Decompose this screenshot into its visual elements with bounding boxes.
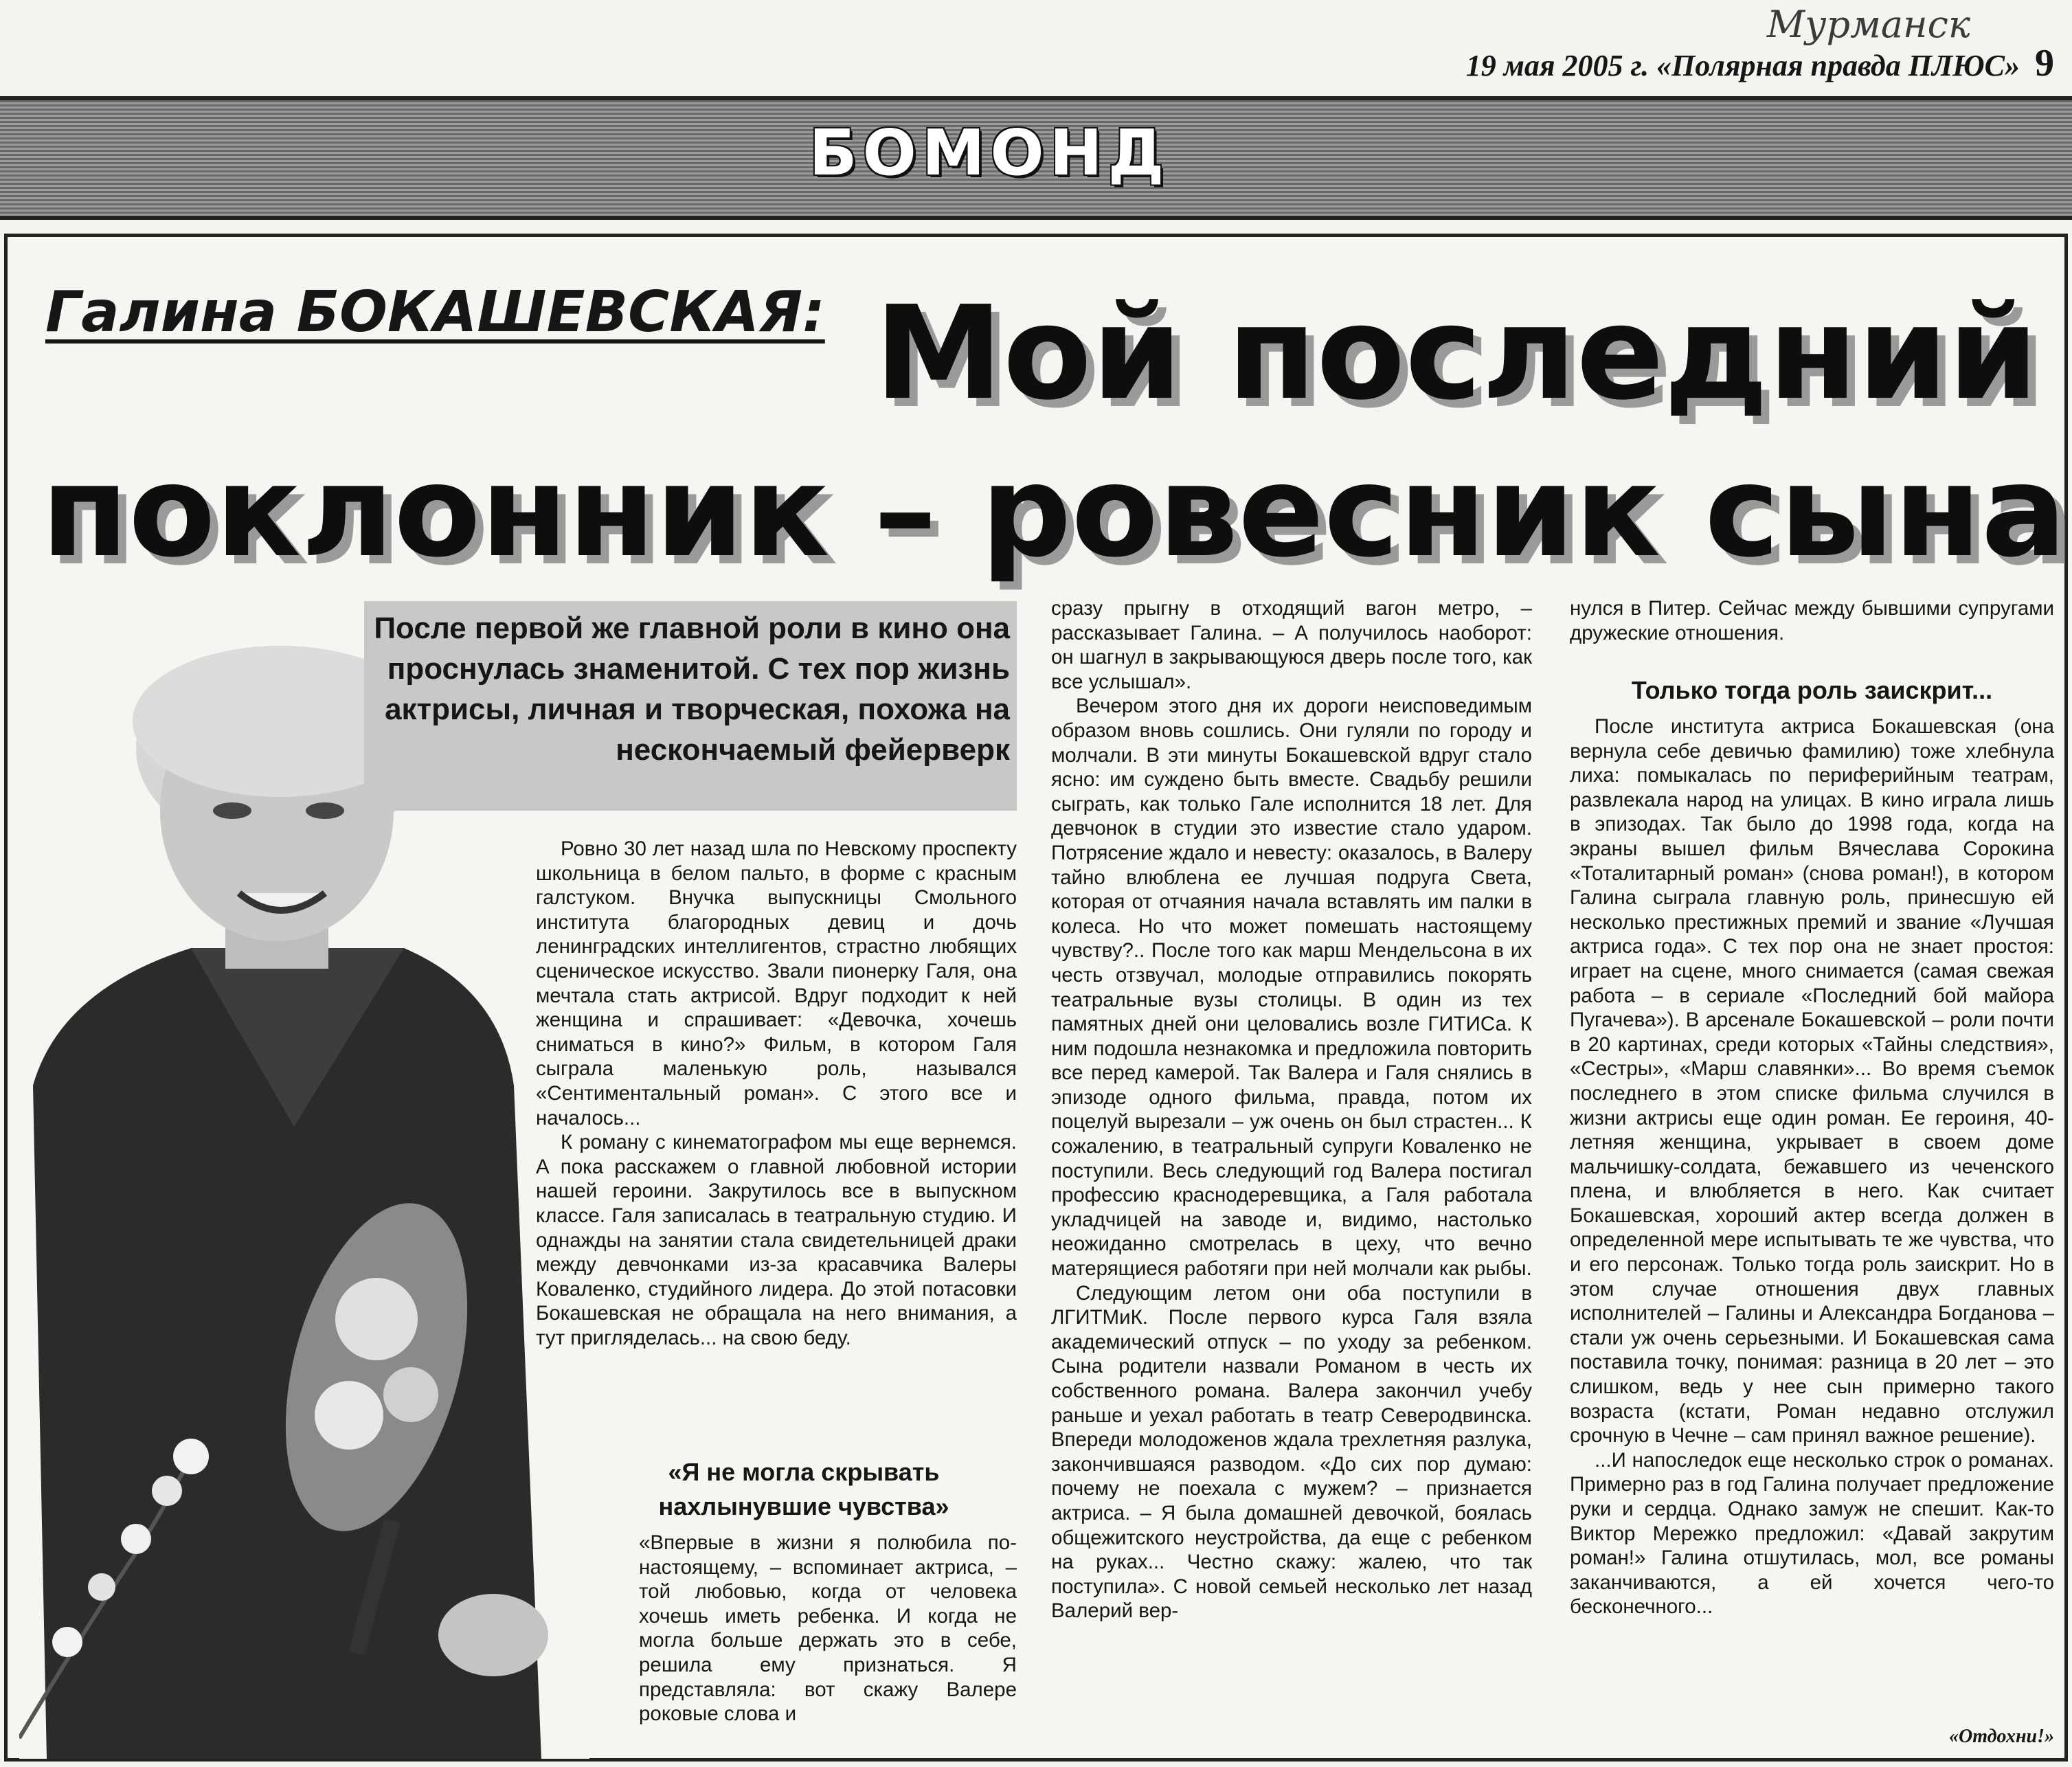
- handwritten-note: Мурманск: [1766, 3, 1971, 46]
- subheading-1: «Я не могла скрывать нахлынувшие чувства»: [658, 1458, 949, 1520]
- headline-line-2: поклонник – ровесник сына: [41, 438, 2067, 585]
- lead-paragraph: После первой же главной роли в кино она проснулась знаменитой. С тех пор жизнь актрисы, личная и творческая, похожа на нескончаемый фейерверк: [374, 611, 1010, 767]
- page-number: 9: [2035, 42, 2054, 85]
- masthead: 19 мая 2005 г. «Полярная правда ПЛЮС»: [1465, 49, 2020, 82]
- paragraph: сразу прыгну в отходящий вагон метро, – рассказывает Галина. – А получилось наоборот: он шагнул в закрывающуюся дверь после того, как все услышал».: [1051, 597, 1532, 693]
- subheading-2: Только тогда роль заискрит...: [1631, 676, 1993, 704]
- paragraph: «Впервые в жизни я полюбила по-настоящему, – вспоминает актриса, – той любовью, когда от человека хочешь иметь ребенка. И когда не могла больше держать это в себе, решила ему признаться. Я представляла: вот скажу Валере роковые слова и: [639, 1531, 1017, 1726]
- paragraph: ...И напоследок еще несколько строк о романах. Примерно раз в год Галина получает предложение руки и сердца. Однако замуж не спешит. Как-то Виктор Мережко предложил: «Давай закрутим роман!» Галина отшутилась, мол, все романы заканчиваются, а ей хочется чего-то бесконечного...: [1570, 1448, 2054, 1619]
- paragraph: Вечером этого дня их дороги неисповедимым образом вновь сошлись. Они гуляли по городу и молчали. В эти минуты Бокашевской вдруг стало ясно: им суждено быть вместе. Свадьбу решили сыграть, как только Гале исполнится 18 лет. Для девчонок в студии это известие стало ударом. Потрясение ждало и невесту: оказалось, в Валеру тайно влюблена ее лучшая подруга Света, которая от отчаяния начала вставлять им палки в колеса. Но что может помешать настоящему чувству?.. После того как марш Мендельсона в их честь отзвучал, молодые отправились покорять театральные вузы столицы. В один из тех памятных дней они целовались возле ГИТИСа. К ним подошла незнакомка и предложила повторить все перед камерой. Так Валера и Галя снялись в эпизоде одного фильма, правда, потом их поцелуй вырезали – уж очень он был страстен... К сожалению, в театральный супруги Коваленко не поступили. Весь следующий год Валера постигал профессию краснодеревщика, а Галя работала укладчицей на заводе и, видимо, настолько неожиданно смотрелась в цеху, что вечно матерящиеся работяги при ней молчали как рыбы.: [1051, 695, 1532, 1281]
- byline: Галина БОКАШЕВСКАЯ:: [45, 280, 825, 345]
- paragraph: К роману с кинематографом мы еще вернемся. А пока расскажем о главной любовной истории нашей героини. Закрутилось все в выпускном классе. Галя записалась в театральную студию. И однажды на занятии стала свидетельницей драки между девчонками из-за красавчика Валеры Коваленко, студийного лидера. До этой потасовки Бокашевская не обращала на него внимания, а тут пригляделась... на свою беду.: [536, 1131, 1017, 1349]
- column-1: [536, 837, 1017, 1434]
- column-2: [1051, 596, 1532, 1764]
- paragraph: После института актриса Бокашевская (она вернула себе девичью фамилию) тоже хлебнула лиха: помыкалась по периферийным театрам, развлекала народ на улицах. В кино играла лишь в эпизодах. Так было до 1998 года, когда на экраны вышел фильм Вячеслава Сорокина «Тоталитарный роман» (снова роман!), в котором Галина сыграла главную роль, принесшую ей несколько престижных премий и звание «Лучшая актриса года». С тех пор она не знает простоя: играет на сцене, много снимается (самая свежая работа – в сериале «Последний бой майора Пугачева»). В арсенале Бокашевской – роли почти в 20 картинах, среди которых «Тайны следствия», «Сестры», «Марш славянки»... Во время съемок последнего в этом списке фильма случился в жизни актрисы еще один роман. Ее героиня, 40-летняя женщина, укрывает в своем доме мальчишку-солдата, бежавшего из чеченского плена, и влюбляется в него. Как считает Бокашевская, хороший актер всегда должен в определенной мере испытывать те же чувства, что и его персонаж. Только тогда роль заискрит. Но в этом случае отношения двух главных исполнителей – Галины и Александра Богданова – стали уж очень серьезными. И Бокашевская сама поставила точку, понимая: разница в 20 лет – это слишком, ведь у нее сын примерно такого возраста (кстати, Роман недавно отслужил срочную в Чечне – сам принял важное решение).: [1570, 715, 2054, 1448]
- paragraph: Ровно 30 лет назад шла по Невскому проспекту школьница в белом пальто, в форме с красным галстуком. Внучка выпускницы Смольного института благородных девиц и дочь ленинградских интеллигентов, страстно любящих сценическое искусство. Звали пионерку Галя, она мечтала стать актрисой. Вдруг подходит к ней женщина и спрашивает: «Девочка, хочешь сниматься в кино?» Фильм, в котором Галя сыграла маленькую роль, назывался «Сентиментальный роман». С этого все и началось...: [536, 837, 1017, 1129]
- column-3-continued: [1570, 714, 2054, 1731]
- column-1-continued: [639, 1531, 1017, 1764]
- paragraph: Следующим летом они оба поступили в ЛГИТМиК. После первого курса Галя взяла академический отпуск – по уходу за ребенком. Сына родители назвали Романом в честь их собственного романа. Валера закончил учебу раньше и уехал работать в театр Северодвинска. Впереди молодоженов ждала трехлетняя разлука, закончившаяся разводом. «До сих пор думаю: почему не поехала с мужем? – признается актриса. – Я была домашней девочкой, боялась общежитского неустройства, да еще с ребенком на руках... Честно скажу: жалею, что так поступила». С новой семьей несколько лет назад Валерий вер-: [1051, 1281, 1532, 1623]
- rubric-title: БОМОНД: [809, 116, 1170, 190]
- paragraph: нулся в Питер. Сейчас между бывшими супругами дружеские отношения.: [1570, 597, 2054, 644]
- source-credit: «Отдохни!»: [1949, 1726, 2054, 1747]
- page-folio: [1168, 41, 2054, 85]
- headline-line-1: Мой последний: [874, 278, 2039, 429]
